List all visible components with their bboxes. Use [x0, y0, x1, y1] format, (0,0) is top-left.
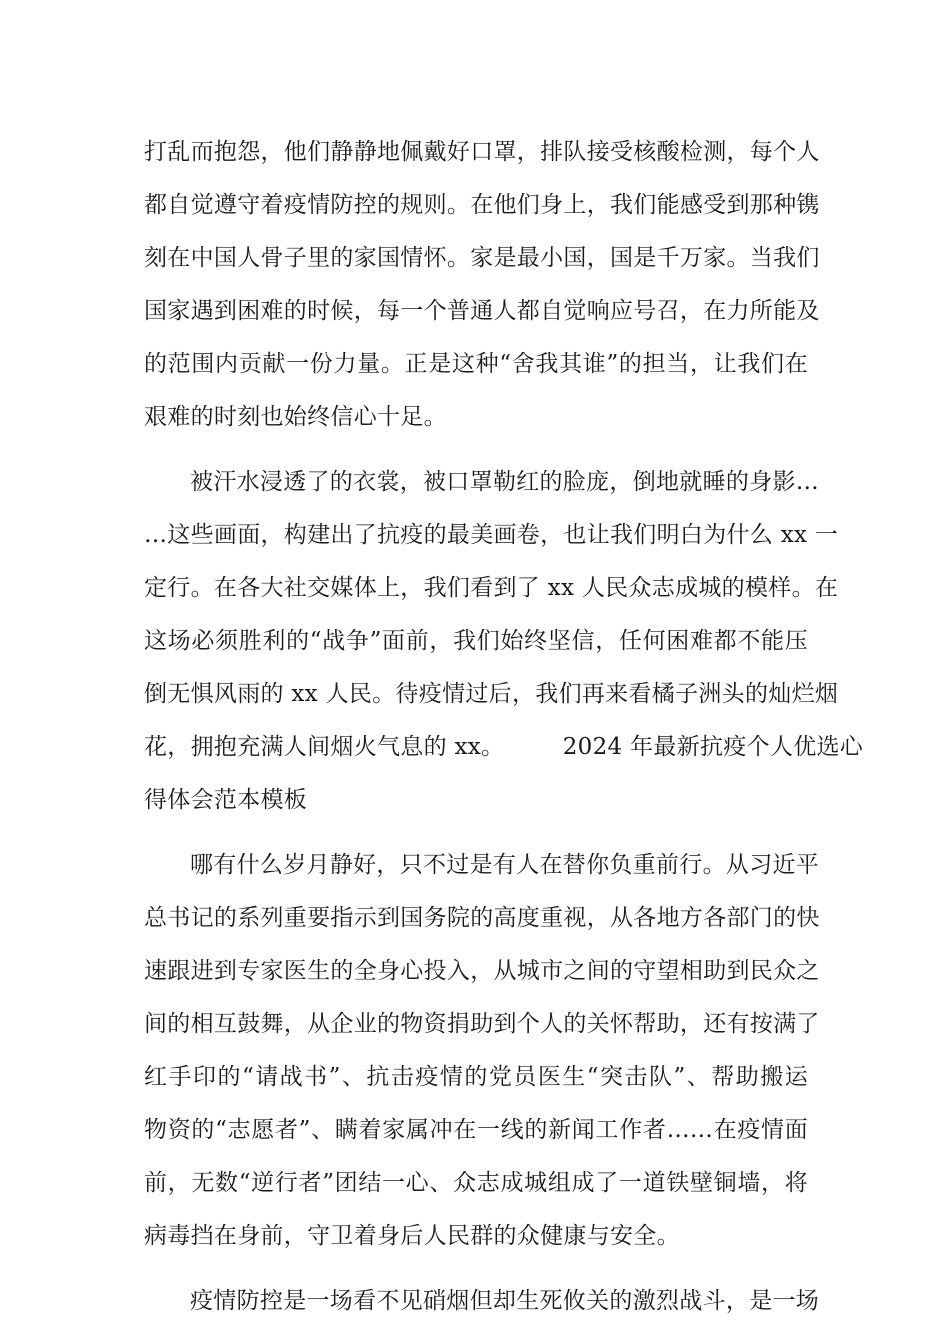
text-line: 打乱而抱怨，他们静静地佩戴好口罩，排队接受核酸检测，每个人 — [144, 139, 820, 165]
text-line: 红手印的“请战书”、抗击疫情的党员医生“突击队”、帮助搬运 — [144, 1064, 808, 1090]
text-line: 速跟进到专家医生的全身心投入，从城市之间的守望相助到民众之 — [144, 958, 820, 984]
text-line: …这些画面，构建出了抗疫的最美画卷，也让我们明白为什么 xx 一 — [144, 522, 839, 548]
text-line: 物资的“志愿者”、瞒着家属冲在一线的新闻工作者……在疫情面 — [144, 1117, 808, 1143]
paragraph — [144, 126, 820, 444]
text-line: 的范围内贡献一份力量。正是这种“舍我其谁”的担当，让我们在 — [144, 351, 808, 377]
paragraph-spacing — [144, 827, 808, 839]
text-line: 花，拥抱充满人间烟火气息的 xx。 2024 年最新抗疫个人优选心 — [144, 734, 864, 760]
text-line: 定行。在各大社交媒体上，我们看到了 xx 人民众志成城的模样。在 — [144, 575, 839, 601]
text-line: 这场必须胜利的“战争”面前，我们始终坚信，任何困难都不能压 — [144, 628, 808, 654]
text-line: 被汗水浸透了的衣裳，被口罩勒红的脸庞，倒地就睡的身影… — [190, 469, 820, 495]
text-line: 间的相互鼓舞，从企业的物资捐助到个人的关怀帮助，还有按满了 — [144, 1011, 820, 1037]
text-line: 艰难的时刻也始终信心十足。 — [144, 404, 447, 430]
paragraph — [144, 1275, 820, 1328]
document-body — [144, 126, 864, 1328]
text-line: 刻在中国人骨子里的家国情怀。家是最小国，国是千万家。当我们 — [144, 245, 820, 271]
text-line: 总书记的系列重要指示到国务院的高度重视，从各地方各部门的快 — [144, 905, 820, 931]
paragraph — [144, 456, 864, 827]
text-line: 得体会范本模板 — [144, 787, 308, 813]
text-line: 都自觉遵守着疫情防控的规则。在他们身上，我们能感受到那种镌 — [144, 192, 820, 218]
paragraph — [144, 839, 820, 1263]
text-line: 病毒挡在身前，守卫着身后人民群的众健康与安全。 — [144, 1223, 680, 1249]
paragraph-spacing — [144, 444, 808, 456]
text-line: 哪有什么岁月静好，只不过是有人在替你负重前行。从习近平 — [190, 852, 820, 878]
text-line: 疫情防控是一场看不见硝烟但却生死攸关的激烈战斗，是一场 — [190, 1288, 820, 1314]
paragraph-spacing — [144, 1263, 808, 1275]
text-line: 倒无惧风雨的 xx 人民。待疫情过后，我们再来看橘子洲头的灿烂烟 — [144, 681, 839, 707]
text-line: 国家遇到困难的时候，每一个普通人都自觉响应号召，在力所能及 — [144, 298, 820, 324]
text-line: 前，无数“逆行者”团结一心、众志成城组成了一道铁壁铜墙，将 — [144, 1170, 808, 1196]
